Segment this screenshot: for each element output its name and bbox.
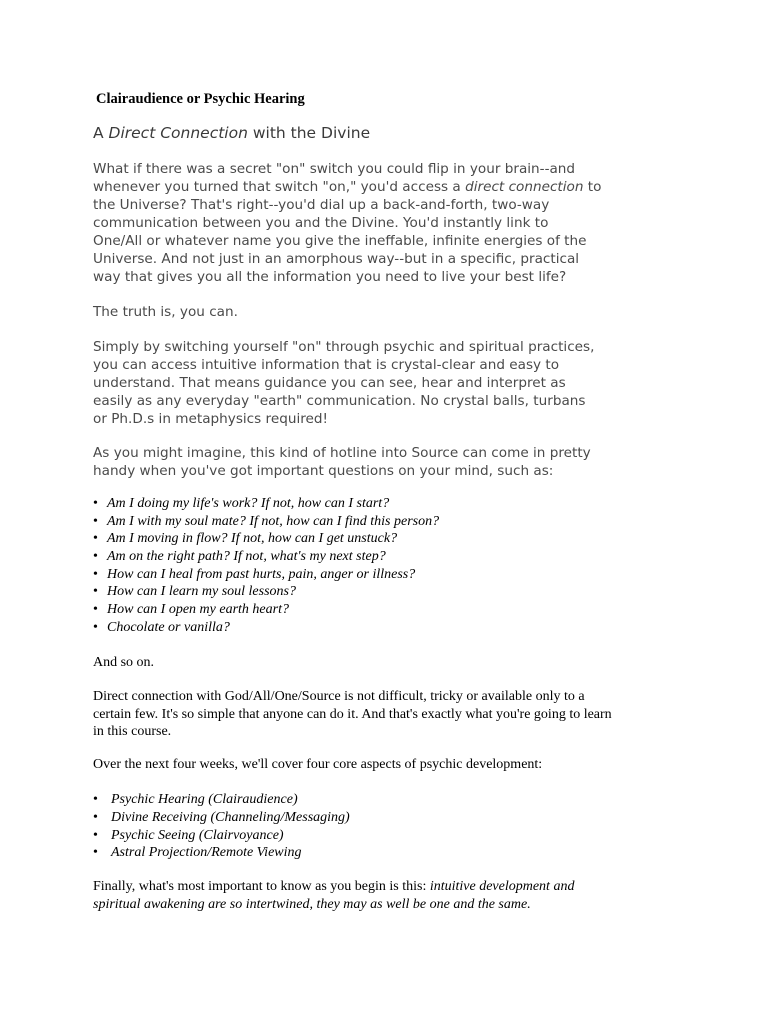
list-item: • Am on the right path? If not, what's my next step? [93,549,386,565]
list-item: • Am I with my soul mate? If not, how can I find this person? [93,513,440,529]
list-item: • How can I open my earth heart? [93,602,289,618]
list-item: • How can I heal from past hurts, pain, anger or illness? [93,566,416,582]
aspects-list [93,791,350,862]
four-weeks-paragraph: Over the next four weeks, we'll cover four core aspects of psychic development: [93,757,543,772]
bullet-icon: • [93,619,98,635]
bullet-icon: • [93,513,98,529]
hotline-paragraph: As you might imagine, this kind of hotline into Source can come in pretty handy when you've got important questions on your mind, such as: [93,445,591,479]
list-item: • Am I moving in flow? If not, how can I get unstuck? [93,531,398,547]
questions-list [93,495,439,637]
list-item: • Am I doing my life's work? If not, how can I start? [93,496,390,511]
bullet-icon: • [93,792,98,807]
section-heading: A Direct Connection with the Divine [93,124,371,142]
document-title: Clairaudience or Psychic Hearing [96,91,305,107]
list-item: • How can I learn my soul lessons? [93,584,296,600]
bullet-icon: • [93,809,98,825]
list-item: • Divine Receiving (Channeling/Messaging) [93,809,350,825]
bullet-icon: • [93,845,98,861]
bullet-icon: • [93,566,98,582]
bullet-icon: • [93,584,98,600]
bullet-icon: • [93,549,98,565]
intro-paragraph: What if there was a secret "on" switch you could flip in your brain--and whenever you turned that switch "on," you'd access a direct connection to the Universe? That's right--you'd dial up a back-and-forth, two-way communication between you and the Divine. You'd instantly link to One/All or whatever name you give the ineffable, infinite energies of the Universe. And not just in an amorphous way--but in a specific, practical way that gives you all the information you need to live your best life? [93,161,602,285]
bullet-icon: • [93,827,98,843]
final-paragraph: Finally, what's most important to know as you begin is this: intuitive development and spiritual awakening are so intertwined, they may as well be one and the same. [93,879,575,912]
and-so-on-paragraph: And so on. [93,655,155,670]
list-item: • Chocolate or vanilla? [93,619,230,635]
bullet-icon: • [93,531,98,547]
list-item: • Psychic Seeing (Clairvoyance) [93,827,284,843]
bullet-icon: • [93,496,98,511]
list-item: • Astral Projection/Remote Viewing [93,845,302,861]
bullet-icon: • [93,602,98,618]
list-item: • Psychic Hearing (Clairaudience) [93,792,298,807]
direct-connection-paragraph: Direct connection with God/All/One/Source is not difficult, tricky or available only to a certain few. It's so simple that anyone can do it. And that's exactly what you're going to learn in this course. [93,689,612,739]
truth-paragraph: The truth is, you can. [93,304,238,320]
switching-paragraph: Simply by switching yourself "on" through psychic and spiritual practices, you can access intuitive information that is crystal-clear and easy to understand. That means guidance you can see, hear and interpret as easily as any everyday "earth" communication. No crystal balls, turbans or Ph.D.s in metaphysics required! [93,339,595,427]
